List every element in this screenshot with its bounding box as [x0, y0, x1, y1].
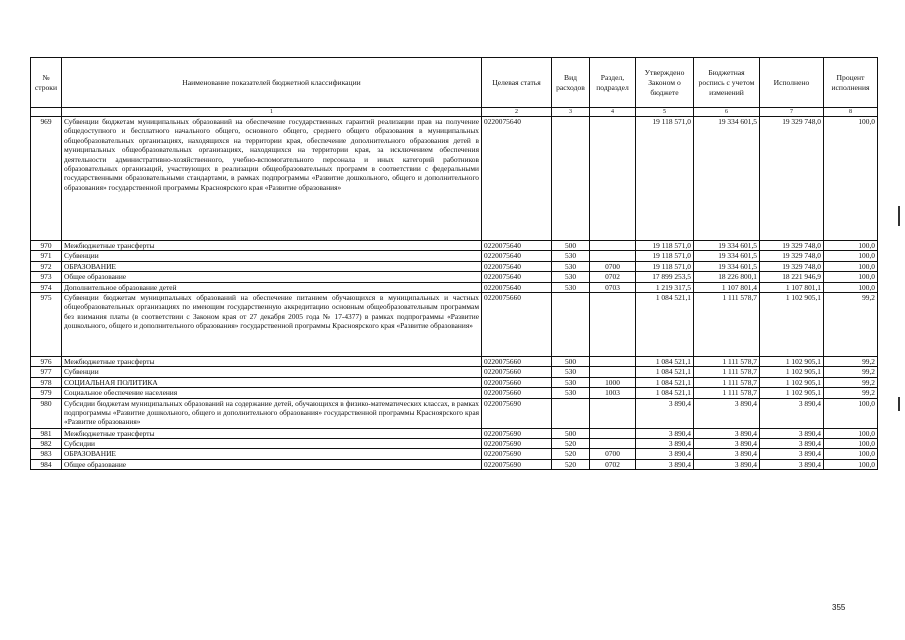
header-expense-type: Вид расходов [552, 58, 590, 108]
row-name: Субвенции [62, 367, 482, 377]
row-target: 0220075660 [482, 367, 552, 377]
row-expense-type: 530 [552, 388, 590, 398]
row-expense-type: 520 [552, 439, 590, 449]
row-percent: 100,0 [824, 261, 878, 271]
row-section: 0702 [590, 272, 636, 282]
row-budget: 19 334 601,5 [694, 261, 760, 271]
row-budget: 3 890,4 [694, 459, 760, 469]
row-budget: 3 890,4 [694, 449, 760, 459]
row-number: 974 [31, 282, 62, 292]
header-executed: Исполнено [760, 58, 824, 108]
row-target: 0220075660 [482, 357, 552, 367]
column-number-row [31, 108, 878, 117]
row-approved: 1 084 521,1 [636, 293, 694, 357]
row-number: 978 [31, 377, 62, 387]
row-section [590, 117, 636, 241]
row-expense-type [552, 117, 590, 241]
table-row [31, 251, 878, 261]
row-approved: 1 219 317,5 [636, 282, 694, 292]
table-row [31, 272, 878, 282]
column-number: 2 [482, 108, 552, 117]
row-section: 0700 [590, 449, 636, 459]
row-target: 0220075640 [482, 261, 552, 271]
row-approved: 19 118 571,0 [636, 251, 694, 261]
table-row [31, 367, 878, 377]
column-number: 3 [552, 108, 590, 117]
row-target: 0220075690 [482, 459, 552, 469]
column-number: 4 [590, 108, 636, 117]
row-budget: 3 890,4 [694, 398, 760, 428]
row-budget: 18 226 800,1 [694, 272, 760, 282]
row-budget: 1 111 578,7 [694, 357, 760, 367]
row-number: 971 [31, 251, 62, 261]
row-target: 0220075660 [482, 293, 552, 357]
row-executed: 3 890,4 [760, 439, 824, 449]
row-number: 972 [31, 261, 62, 271]
row-approved: 19 118 571,0 [636, 117, 694, 241]
row-expense-type: 530 [552, 272, 590, 282]
row-expense-type: 500 [552, 241, 590, 251]
row-budget: 19 334 601,5 [694, 251, 760, 261]
column-number: 1 [62, 108, 482, 117]
column-number: 5 [636, 108, 694, 117]
row-number: 984 [31, 459, 62, 469]
row-name: Субсидии [62, 439, 482, 449]
row-percent: 99,2 [824, 388, 878, 398]
row-number: 977 [31, 367, 62, 377]
row-name: Межбюджетные трансферты [62, 241, 482, 251]
row-expense-type [552, 293, 590, 357]
row-name: СОЦИАЛЬНАЯ ПОЛИТИКА [62, 377, 482, 387]
row-executed: 18 221 946,9 [760, 272, 824, 282]
row-target: 0220075640 [482, 251, 552, 261]
row-approved: 1 084 521,1 [636, 367, 694, 377]
row-percent: 100,0 [824, 449, 878, 459]
row-name: Общее образование [62, 272, 482, 282]
row-section: 0703 [590, 282, 636, 292]
header-approved: Утверждено Законом о бюджете [636, 58, 694, 108]
row-number: 975 [31, 293, 62, 357]
row-approved: 17 899 253,5 [636, 272, 694, 282]
row-executed: 19 329 748,0 [760, 117, 824, 241]
row-section [590, 357, 636, 367]
table-row [31, 377, 878, 387]
row-number: 970 [31, 241, 62, 251]
row-percent: 100,0 [824, 459, 878, 469]
row-approved: 1 084 521,1 [636, 388, 694, 398]
row-percent: 100,0 [824, 272, 878, 282]
header-target: Целевая статья [482, 58, 552, 108]
row-expense-type [552, 398, 590, 428]
row-percent: 100,0 [824, 282, 878, 292]
row-executed: 1 102 905,1 [760, 367, 824, 377]
row-percent: 100,0 [824, 428, 878, 438]
table-header [31, 58, 878, 117]
table-row [31, 388, 878, 398]
row-section: 1003 [590, 388, 636, 398]
row-budget: 1 111 578,7 [694, 367, 760, 377]
row-executed: 3 890,4 [760, 449, 824, 459]
row-number: 982 [31, 439, 62, 449]
row-section: 1000 [590, 377, 636, 387]
row-expense-type: 500 [552, 357, 590, 367]
row-number: 979 [31, 388, 62, 398]
row-section [590, 251, 636, 261]
header-budget-list: Бюджетная роспись с учетом изменений [694, 58, 760, 108]
row-name: Общее образование [62, 459, 482, 469]
row-target: 0220075690 [482, 398, 552, 428]
edge-mark [898, 397, 900, 411]
row-approved: 19 118 571,0 [636, 261, 694, 271]
page-number: 355 [832, 603, 846, 612]
row-target: 0220075640 [482, 282, 552, 292]
table-row [31, 241, 878, 251]
column-number: 6 [694, 108, 760, 117]
row-executed: 3 890,4 [760, 398, 824, 428]
row-expense-type: 520 [552, 449, 590, 459]
row-section: 0702 [590, 459, 636, 469]
row-number: 969 [31, 117, 62, 241]
row-target: 0220075640 [482, 241, 552, 251]
row-expense-type: 520 [552, 459, 590, 469]
row-section [590, 241, 636, 251]
row-number: 980 [31, 398, 62, 428]
row-approved: 3 890,4 [636, 439, 694, 449]
row-executed: 1 107 801,1 [760, 282, 824, 292]
table-row [31, 357, 878, 367]
row-name: Субвенции бюджетам муниципальных образований на обеспечение питанием обучающихся в муниципальных и частных общеобразовательных организациях по имеющим государственную аккредитацию основным общеобразовательным программам без взимания платы (в соответствии с Законом края от 27 декабря 2005 года № 17-4377) в рамках подпрограммы «Развитие дошкольного, общего и дополнительного образования» государственной программы Красноярского края «Развитие образования» [62, 293, 482, 357]
row-name: Субсидии бюджетам муниципальных образований на содержание детей, обучающихся в физико-математических классах, в рамках подпрограммы «Развитие дошкольного, общего и дополнительного образования» государственной программы Красноярского края «Развитие образования» [62, 398, 482, 428]
row-name: ОБРАЗОВАНИЕ [62, 449, 482, 459]
table-row [31, 117, 878, 241]
row-approved: 3 890,4 [636, 428, 694, 438]
row-expense-type: 530 [552, 261, 590, 271]
row-target: 0220075640 [482, 117, 552, 241]
row-executed: 1 102 905,1 [760, 357, 824, 367]
row-executed: 1 102 905,1 [760, 388, 824, 398]
row-name: Субвенции бюджетам муниципальных образований на обеспечение государственных гарантий реализации прав на получение общедоступного и бесплатного начального общего, основного общего, среднего общего образования в муниципальных общеобразовательных организациях, находящихся на территории края, обеспечение дополнительного образования детей в муниципальных общеобразовательных организациях, находящихся на территории края, за исключением обеспечения деятельности административно-хозяйственного, учебно-вспомогательного персонала и иных категорий работников образовательных организаций, участвующих в реализации общеобразовательных программ в соответствии с федеральными государственными образовательными стандартами, в рамках подпрограммы «Развитие дошкольного, общего и дополнительного образования» государственной программы Красноярского края «Развитие образования» [62, 117, 482, 241]
table-row [31, 398, 878, 428]
row-percent: 100,0 [824, 251, 878, 261]
budget-execution-table [30, 57, 878, 470]
row-approved: 3 890,4 [636, 398, 694, 428]
row-section [590, 367, 636, 377]
row-approved: 3 890,4 [636, 459, 694, 469]
row-number: 981 [31, 428, 62, 438]
row-name: Межбюджетные трансферты [62, 428, 482, 438]
table-row [31, 449, 878, 459]
header-section: Раздел, подраздел [590, 58, 636, 108]
row-name: Межбюджетные трансферты [62, 357, 482, 367]
row-expense-type: 530 [552, 377, 590, 387]
table-body [31, 117, 878, 470]
header-percent: Процент исполнения [824, 58, 878, 108]
table-row [31, 428, 878, 438]
row-executed: 1 102 905,1 [760, 293, 824, 357]
column-number: 8 [824, 108, 878, 117]
row-section: 0700 [590, 261, 636, 271]
row-budget: 19 334 601,5 [694, 117, 760, 241]
row-number: 973 [31, 272, 62, 282]
row-target: 0220075660 [482, 388, 552, 398]
header-name: Наименование показателей бюджетной классификации [62, 58, 482, 108]
row-budget: 1 111 578,7 [694, 377, 760, 387]
row-percent: 100,0 [824, 117, 878, 241]
row-percent: 100,0 [824, 398, 878, 428]
row-name: Дополнительное образование детей [62, 282, 482, 292]
row-budget: 19 334 601,5 [694, 241, 760, 251]
table-row [31, 261, 878, 271]
row-percent: 99,2 [824, 367, 878, 377]
row-executed: 1 102 905,1 [760, 377, 824, 387]
row-name: Социальное обеспечение населения [62, 388, 482, 398]
row-section [590, 293, 636, 357]
table-row [31, 293, 878, 357]
row-name: Субвенции [62, 251, 482, 261]
row-target: 0220075660 [482, 377, 552, 387]
column-number [31, 108, 62, 117]
row-expense-type: 530 [552, 282, 590, 292]
row-approved: 19 118 571,0 [636, 241, 694, 251]
row-target: 0220075690 [482, 439, 552, 449]
row-executed: 3 890,4 [760, 459, 824, 469]
row-budget: 3 890,4 [694, 428, 760, 438]
row-section [590, 439, 636, 449]
row-executed: 19 329 748,0 [760, 261, 824, 271]
row-number: 983 [31, 449, 62, 459]
row-number: 976 [31, 357, 62, 367]
row-executed: 19 329 748,0 [760, 241, 824, 251]
table-row [31, 459, 878, 469]
row-expense-type: 500 [552, 428, 590, 438]
row-target: 0220075640 [482, 272, 552, 282]
row-name: ОБРАЗОВАНИЕ [62, 261, 482, 271]
row-budget: 1 111 578,7 [694, 293, 760, 357]
row-section [590, 398, 636, 428]
table-row [31, 439, 878, 449]
row-expense-type: 530 [552, 367, 590, 377]
row-target: 0220075690 [482, 428, 552, 438]
row-percent: 99,2 [824, 293, 878, 357]
edge-mark [898, 206, 900, 226]
column-number: 7 [760, 108, 824, 117]
row-expense-type: 530 [552, 251, 590, 261]
row-percent: 100,0 [824, 241, 878, 251]
row-percent: 100,0 [824, 439, 878, 449]
row-budget: 3 890,4 [694, 439, 760, 449]
row-executed: 19 329 748,0 [760, 251, 824, 261]
row-percent: 99,2 [824, 357, 878, 367]
row-executed: 3 890,4 [760, 428, 824, 438]
table-row [31, 282, 878, 292]
row-target: 0220075690 [482, 449, 552, 459]
row-budget: 1 107 801,4 [694, 282, 760, 292]
row-budget: 1 111 578,7 [694, 388, 760, 398]
row-percent: 99,2 [824, 377, 878, 387]
row-section [590, 428, 636, 438]
header-row-no: № строки [31, 58, 62, 108]
row-approved: 3 890,4 [636, 449, 694, 459]
row-approved: 1 084 521,1 [636, 357, 694, 367]
row-approved: 1 084 521,1 [636, 377, 694, 387]
